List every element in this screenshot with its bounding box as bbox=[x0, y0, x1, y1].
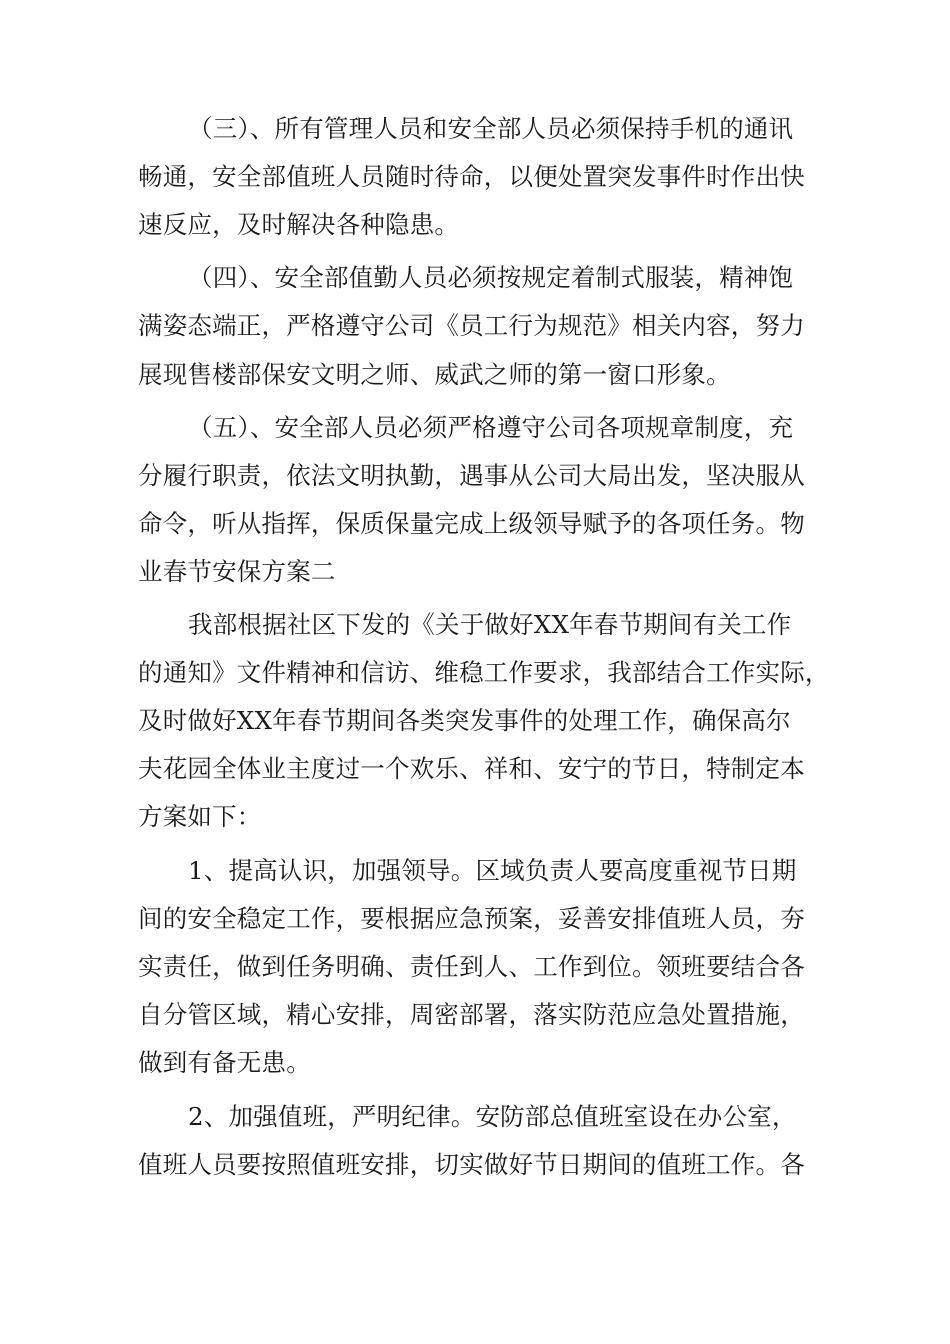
text-line: 我部根据社区下发的《关于做好XX年春节期间有关工作 bbox=[188, 610, 792, 639]
text-line: （四）、安全部值勤人员必须按规定着制式服装，精神饱 bbox=[188, 263, 794, 292]
text-line: 展现售楼部保安文明之师、威武之师的第一窗口形象。 bbox=[138, 360, 731, 389]
text-line: 及时做好XX年春节期间各类突发事件的处理工作，确保高尔 bbox=[138, 706, 791, 735]
text-line: 业春节安保方案二 bbox=[138, 557, 336, 586]
text-line: 速反应，及时解决各种隐患。 bbox=[138, 210, 460, 239]
text-line: 实责任，做到任务明确、责任到人、工作到位。领班要结合各 bbox=[138, 952, 805, 981]
text-line: 间的安全稳定工作，要根据应急预案，妥善安排值班人员，夯 bbox=[138, 904, 805, 933]
text-line: （五）、安全部人员必须严格遵守公司各项规章制度，充 bbox=[188, 413, 794, 442]
text-line: 1、提高认识，加强领导。区域负责人要高度重视节日期 bbox=[188, 856, 797, 885]
text-line: 畅通，安全部值班人员随时待命，以便处置突发事件时作出快 bbox=[138, 162, 805, 191]
text-line: 自分管区域，精心安排，周密部署，落实防范应急处置措施， bbox=[138, 1000, 805, 1029]
text-line: 命令，听从指挥，保质保量完成上级领导赋予的各项任务。物 bbox=[138, 509, 805, 538]
text-line: 满姿态端正，严格遵守公司《员工行为规范》相关内容，努力 bbox=[138, 311, 805, 340]
text-line: 分履行职责，依法文明执勤，遇事从公司大局出发，坚决服从 bbox=[138, 461, 805, 490]
text-line: 做到有备无患。 bbox=[138, 1048, 311, 1077]
text-line: 2、加强值班，严明纪律。安防部总值班室设在办公室， bbox=[188, 1102, 797, 1131]
text-line: 的通知》文件精神和信访、维稳工作要求，我部结合工作实际， bbox=[138, 658, 830, 687]
text-line: 方案如下： bbox=[138, 802, 262, 831]
text-line: （三）、所有管理人员和安全部人员必须保持手机的通讯 bbox=[188, 114, 794, 143]
text-line: 夫花园全体业主度过一个欢乐、祥和、安宁的节日，特制定本 bbox=[138, 754, 805, 783]
text-line: 值班人员要按照值班安排，切实做好节日期间的值班工作。各 bbox=[138, 1150, 805, 1179]
